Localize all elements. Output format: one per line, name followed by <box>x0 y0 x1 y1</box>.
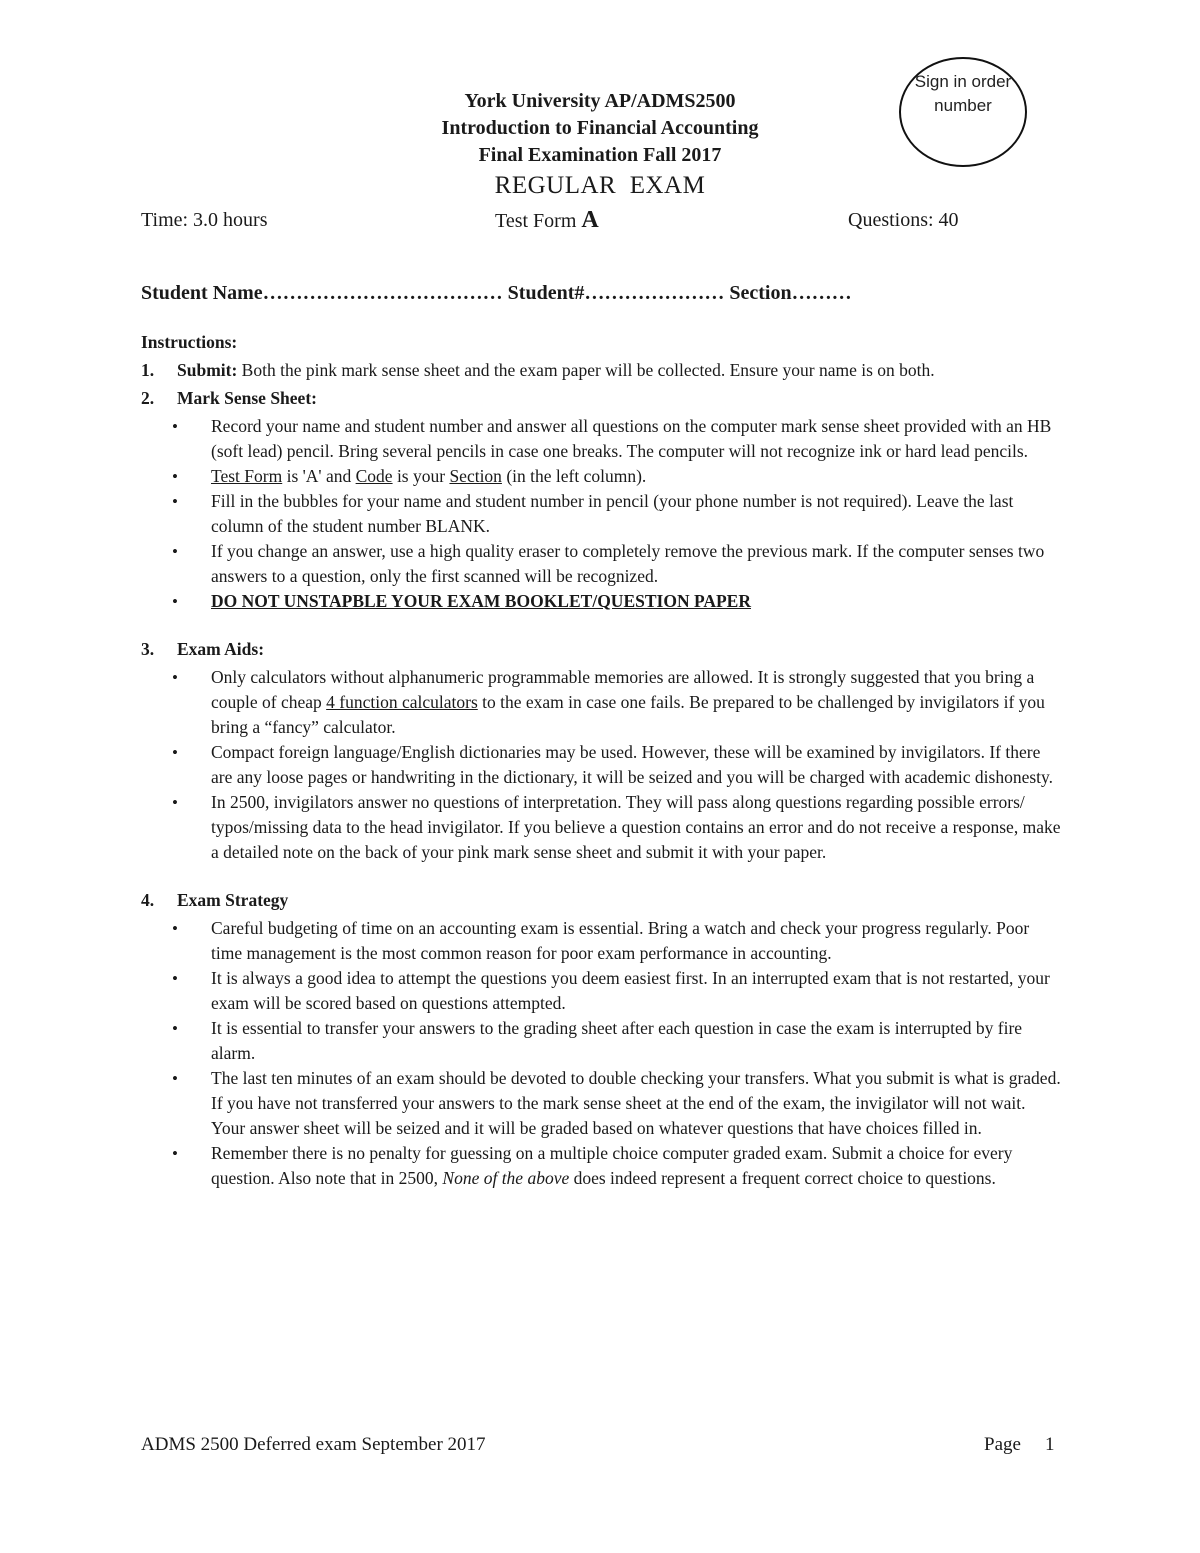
section-submit <box>141 358 1061 383</box>
section-number: 4. <box>141 890 155 910</box>
test-form-letter: A <box>581 207 599 233</box>
exam-type: REGULAR EXAM <box>494 172 706 199</box>
section-title: Exam Aids: <box>177 639 265 659</box>
sign-in-order-stamp <box>899 57 1027 167</box>
list-item: • If you change an answer, use a high quality eraser to completely remove the previous mark. If the computer senses two answers to a question, only the first scanned will be recognized. <box>141 539 1061 589</box>
section-exam-aids <box>141 637 1061 662</box>
university-course-line: York University AP/ADMS2500 <box>464 90 736 112</box>
test-form-term: Test Form <box>211 466 283 486</box>
exam-time: Time: 3.0 hours <box>141 209 268 231</box>
list-item <box>141 589 1061 614</box>
list-item: • Fill in the bubbles for your name and student number in pencil (your phone number is not required). Leave the last column of the student number BLANK. <box>141 489 1061 539</box>
text-segment: Only calculators without alphanumeric programmable memories are allowed. It is strongly suggested that you bring a couple of cheap <box>211 667 1035 712</box>
none-of-the-above-term: None of the above <box>442 1168 570 1188</box>
list-item: • In 2500, invigilators answer no questions of interpretation. They will pass along questions regarding possible errors/ typos/missing data to the head invigilator. If you believe a question contains an error and do not receive a response, make a detailed note on the back of your pink mark sense sheet and submit it with your paper. <box>141 790 1061 865</box>
calculator-term: 4 function calculators <box>326 692 478 712</box>
student-info-line: Student Name……………………………… Student#………………… Section……… <box>141 282 852 304</box>
section-number: 2. <box>141 388 155 408</box>
instructions-title: Instructions: <box>141 332 238 352</box>
list-item <box>141 1141 1061 1191</box>
section-title: Mark Sense Sheet: <box>177 388 317 408</box>
text-segment: to the exam in case one fails. Be prepared to be challenged by invigilators if you bring a “fancy” calculator. <box>211 692 1045 737</box>
submit-text: Both the pink mark sense sheet and the exam paper will be collected. Ensure your name is on both. <box>237 360 935 380</box>
list-item <box>141 464 1061 489</box>
list-item: • Careful budgeting of time on an accounting exam is essential. Bring a watch and check your progress regularly. Poor time management is the most common reason for poor exam performance in accounting. <box>141 916 1061 966</box>
exam-header <box>300 88 900 203</box>
section-term: Section <box>449 466 502 486</box>
text-segment: is 'A' and <box>282 466 356 486</box>
section-number: 1. <box>141 360 155 380</box>
warning-text: DO NOT UNSTAPBLE YOUR EXAM BOOKLET/QUESTION PAPER <box>211 591 751 611</box>
section-mark-sense-sheet <box>141 386 1061 411</box>
submit-lead: Submit: <box>177 360 238 380</box>
section-number: 3. <box>141 639 155 659</box>
list-item <box>141 665 1061 740</box>
footer-exam-label: ADMS 2500 Deferred exam September 2017 <box>141 1434 486 1455</box>
stamp-line-1: Sign in order <box>914 72 1012 91</box>
text-segment: (in the left column). <box>501 466 647 486</box>
section-title: Exam Strategy <box>177 890 289 910</box>
text-segment: Remember there is no penalty for guessing on a multiple choice computer graded exam. Submit a choice for every question. Also note that in 2500, <box>211 1143 1013 1188</box>
course-title: Introduction to Financial Accounting <box>441 117 759 139</box>
test-form <box>495 207 599 234</box>
list-item: • It is essential to transfer your answers to the grading sheet after each question in case the exam is interrupted by fire alarm. <box>141 1016 1061 1066</box>
footer-page <box>984 1432 1054 1458</box>
text-segment: is your <box>392 466 450 486</box>
page-number: 1 <box>1044 1434 1055 1455</box>
instructions <box>141 330 1061 1191</box>
code-term: Code <box>355 466 393 486</box>
stamp-line-2: number <box>934 96 992 115</box>
test-form-label: Test Form <box>495 210 582 232</box>
text-segment: does indeed represent a frequent correct choice to questions. <box>569 1168 996 1188</box>
list-item: • The last ten minutes of an exam should be devoted to double checking your transfers. What you submit is what is graded. If you have not transferred your answers to the mark sense sheet at the end of the exam, the invigilator will not wait. Your answer sheet will be seized and it will be graded based on whatever questions that have choices filled in. <box>141 1066 1061 1141</box>
list-item: • Compact foreign language/English dictionaries may be used. However, these will be examined by invigilators. If there are any loose pages or handwriting in the dictionary, it will be seized and you will be charged with academic dishonesty. <box>141 740 1061 790</box>
question-count: Questions: 40 <box>848 209 959 231</box>
list-item: • Record your name and student number and answer all questions on the computer mark sense sheet provided with an HB (soft lead) pencil. Bring several pencils in case one breaks. The computer will not recognize ink or hard lead pencils. <box>141 414 1061 464</box>
exam-title: Final Examination Fall 2017 <box>478 144 722 166</box>
page-label: Page <box>984 1434 1021 1455</box>
list-item: • It is always a good idea to attempt the questions you deem easiest first. In an interrupted exam that is not restarted, your exam will be scored based on questions attempted. <box>141 966 1061 1016</box>
section-exam-strategy <box>141 888 1061 913</box>
